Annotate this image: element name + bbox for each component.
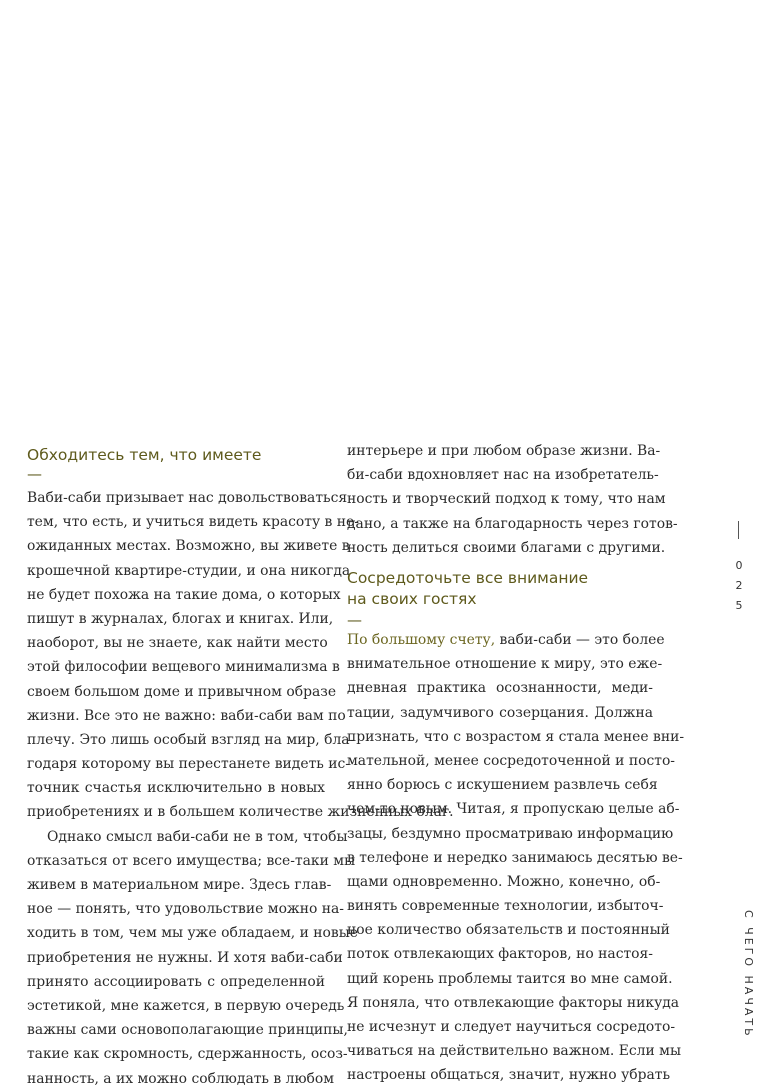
text-line: важны сами основополагающие принципы, bbox=[27, 1022, 348, 1039]
text-line: тации, задумчивого созерцания. Должна bbox=[347, 704, 653, 721]
text-line: плечу. Это лишь особый взгляд на мир, бла- bbox=[27, 731, 355, 748]
text-line: Ваби-саби призывает нас довольствоваться bbox=[27, 490, 348, 506]
text-line: живем в материальном мире. Здесь глав- bbox=[27, 877, 332, 893]
text-line: внимательное отношение к миру, это еже- bbox=[347, 656, 663, 673]
text-line: признать, что с возрастом я стала менее вни- bbox=[347, 728, 685, 745]
text-line: щий корень проблемы таится во мне самой. bbox=[347, 970, 673, 987]
text-line: крошечной квартире-студии, и она никогда bbox=[27, 562, 351, 579]
text-line: такие как скромность, сдержанность, осоз- bbox=[27, 1046, 348, 1063]
text-line: ность делиться своими благами с другими. bbox=[347, 539, 666, 556]
text-line: наоборот, вы не знаете, как найти место bbox=[27, 635, 328, 652]
text-line: годаря которому вы перестанете видеть ис- bbox=[27, 756, 350, 773]
page-number-digit: 5 bbox=[735, 599, 743, 612]
heading-dash-right: — bbox=[347, 611, 362, 629]
text-line: не будет похожа на такие дома, о которых bbox=[27, 586, 341, 603]
text-line: принято ассоциировать с определенной bbox=[27, 973, 325, 990]
text-line: интерьере и при любом образе жизни. Ва- bbox=[347, 443, 661, 459]
text-line: Я поняла, что отвлекающие факторы никуда bbox=[347, 994, 680, 1011]
text-line: не исчезнут и следует научиться сосредото- bbox=[347, 1019, 676, 1035]
text-line: чиваться на действительно важном. Если мы bbox=[347, 1043, 682, 1060]
folio-divider bbox=[738, 521, 739, 539]
text-line: Однако смысл ваби-саби не в том, чтобы bbox=[47, 828, 348, 845]
text-line: мательной, менее сосредоточенной и посто- bbox=[347, 752, 675, 769]
text-line: чем-то новым. Читая, я пропускаю целые аб- bbox=[347, 801, 680, 818]
page-number-digit: 2 bbox=[735, 579, 743, 592]
text-line: ное — понять, что удовольствие можно на- bbox=[27, 901, 344, 918]
text-line: би-саби вдохновляет нас на изобретатель- bbox=[347, 467, 659, 484]
text-line: дневная практика осознанности, меди- bbox=[347, 680, 653, 697]
right-text-column bbox=[347, 628, 685, 1088]
text-line: ность и творческий подход к тому, что нам bbox=[347, 491, 666, 508]
text-line: пишут в журналах, блогах и книгах. Или, bbox=[27, 610, 334, 627]
text-line: в телефоне и нередко занимаюсь десятью ве- bbox=[347, 849, 683, 866]
text-line: настроены общаться, значит, нужно убрать bbox=[347, 1067, 671, 1084]
text-line: этой философии вещевого минимализма в bbox=[27, 659, 340, 676]
running-section-label: С ЧЕГО НАЧАТЬ bbox=[742, 910, 755, 1039]
text-line: жизни. Все это не важно: ваби-саби вам по bbox=[27, 707, 346, 724]
section-heading-right-line1: Сосредоточьте все внимание bbox=[347, 569, 589, 587]
text-line: ное количество обязательств и постоянный bbox=[347, 922, 670, 939]
text-line: тем, что есть, и учиться видеть красоту в не- bbox=[27, 514, 359, 531]
page-number-digit: 0 bbox=[735, 559, 743, 572]
text-line: янно борюсь с искушением развлечь себя bbox=[347, 777, 658, 794]
text-line: ожиданных местах. Возможно, вы живете в bbox=[27, 538, 350, 555]
text-line: поток отвлекающих факторов, но настоя- bbox=[347, 946, 653, 963]
text-line: своем большом доме и привычном образе bbox=[27, 683, 337, 700]
right-text-column-top bbox=[347, 439, 678, 560]
text-line: приобретениях и в большем количестве жизненных благ. bbox=[27, 804, 454, 821]
text-line: дано, а также на благодарность через готов- bbox=[347, 515, 678, 532]
text-line: точник счастья исключительно в новых bbox=[27, 780, 325, 797]
section-heading-right-line2: на своих гостях bbox=[347, 590, 477, 608]
text-line: отказаться от всего имущества; все-таки мы bbox=[27, 852, 356, 869]
heading-dash-left: — bbox=[27, 465, 42, 483]
text-line: приобретения не нужны. И хотя ваби-саби bbox=[27, 949, 343, 966]
text-line: эстетикой, мне кажется, в первую очередь bbox=[27, 997, 345, 1014]
text-line: зацы, бездумно просматриваю информацию bbox=[347, 825, 674, 842]
text-line: ходить в том, чем мы уже обладаем, и новые bbox=[27, 925, 358, 942]
text-line-first: По большому счету, ваби-саби — это более bbox=[347, 632, 665, 648]
text-line: нанность, а их можно соблюдать в любом bbox=[27, 1070, 335, 1087]
page-number bbox=[733, 556, 745, 616]
text-line: щами одновременно. Можно, конечно, об- bbox=[347, 873, 661, 890]
lead-in-phrase: По большому счету, bbox=[347, 632, 500, 648]
section-heading-left: Обходитесь тем, что имеете bbox=[27, 446, 262, 464]
text-line: винять современные технологии, избыточ- bbox=[347, 898, 664, 915]
